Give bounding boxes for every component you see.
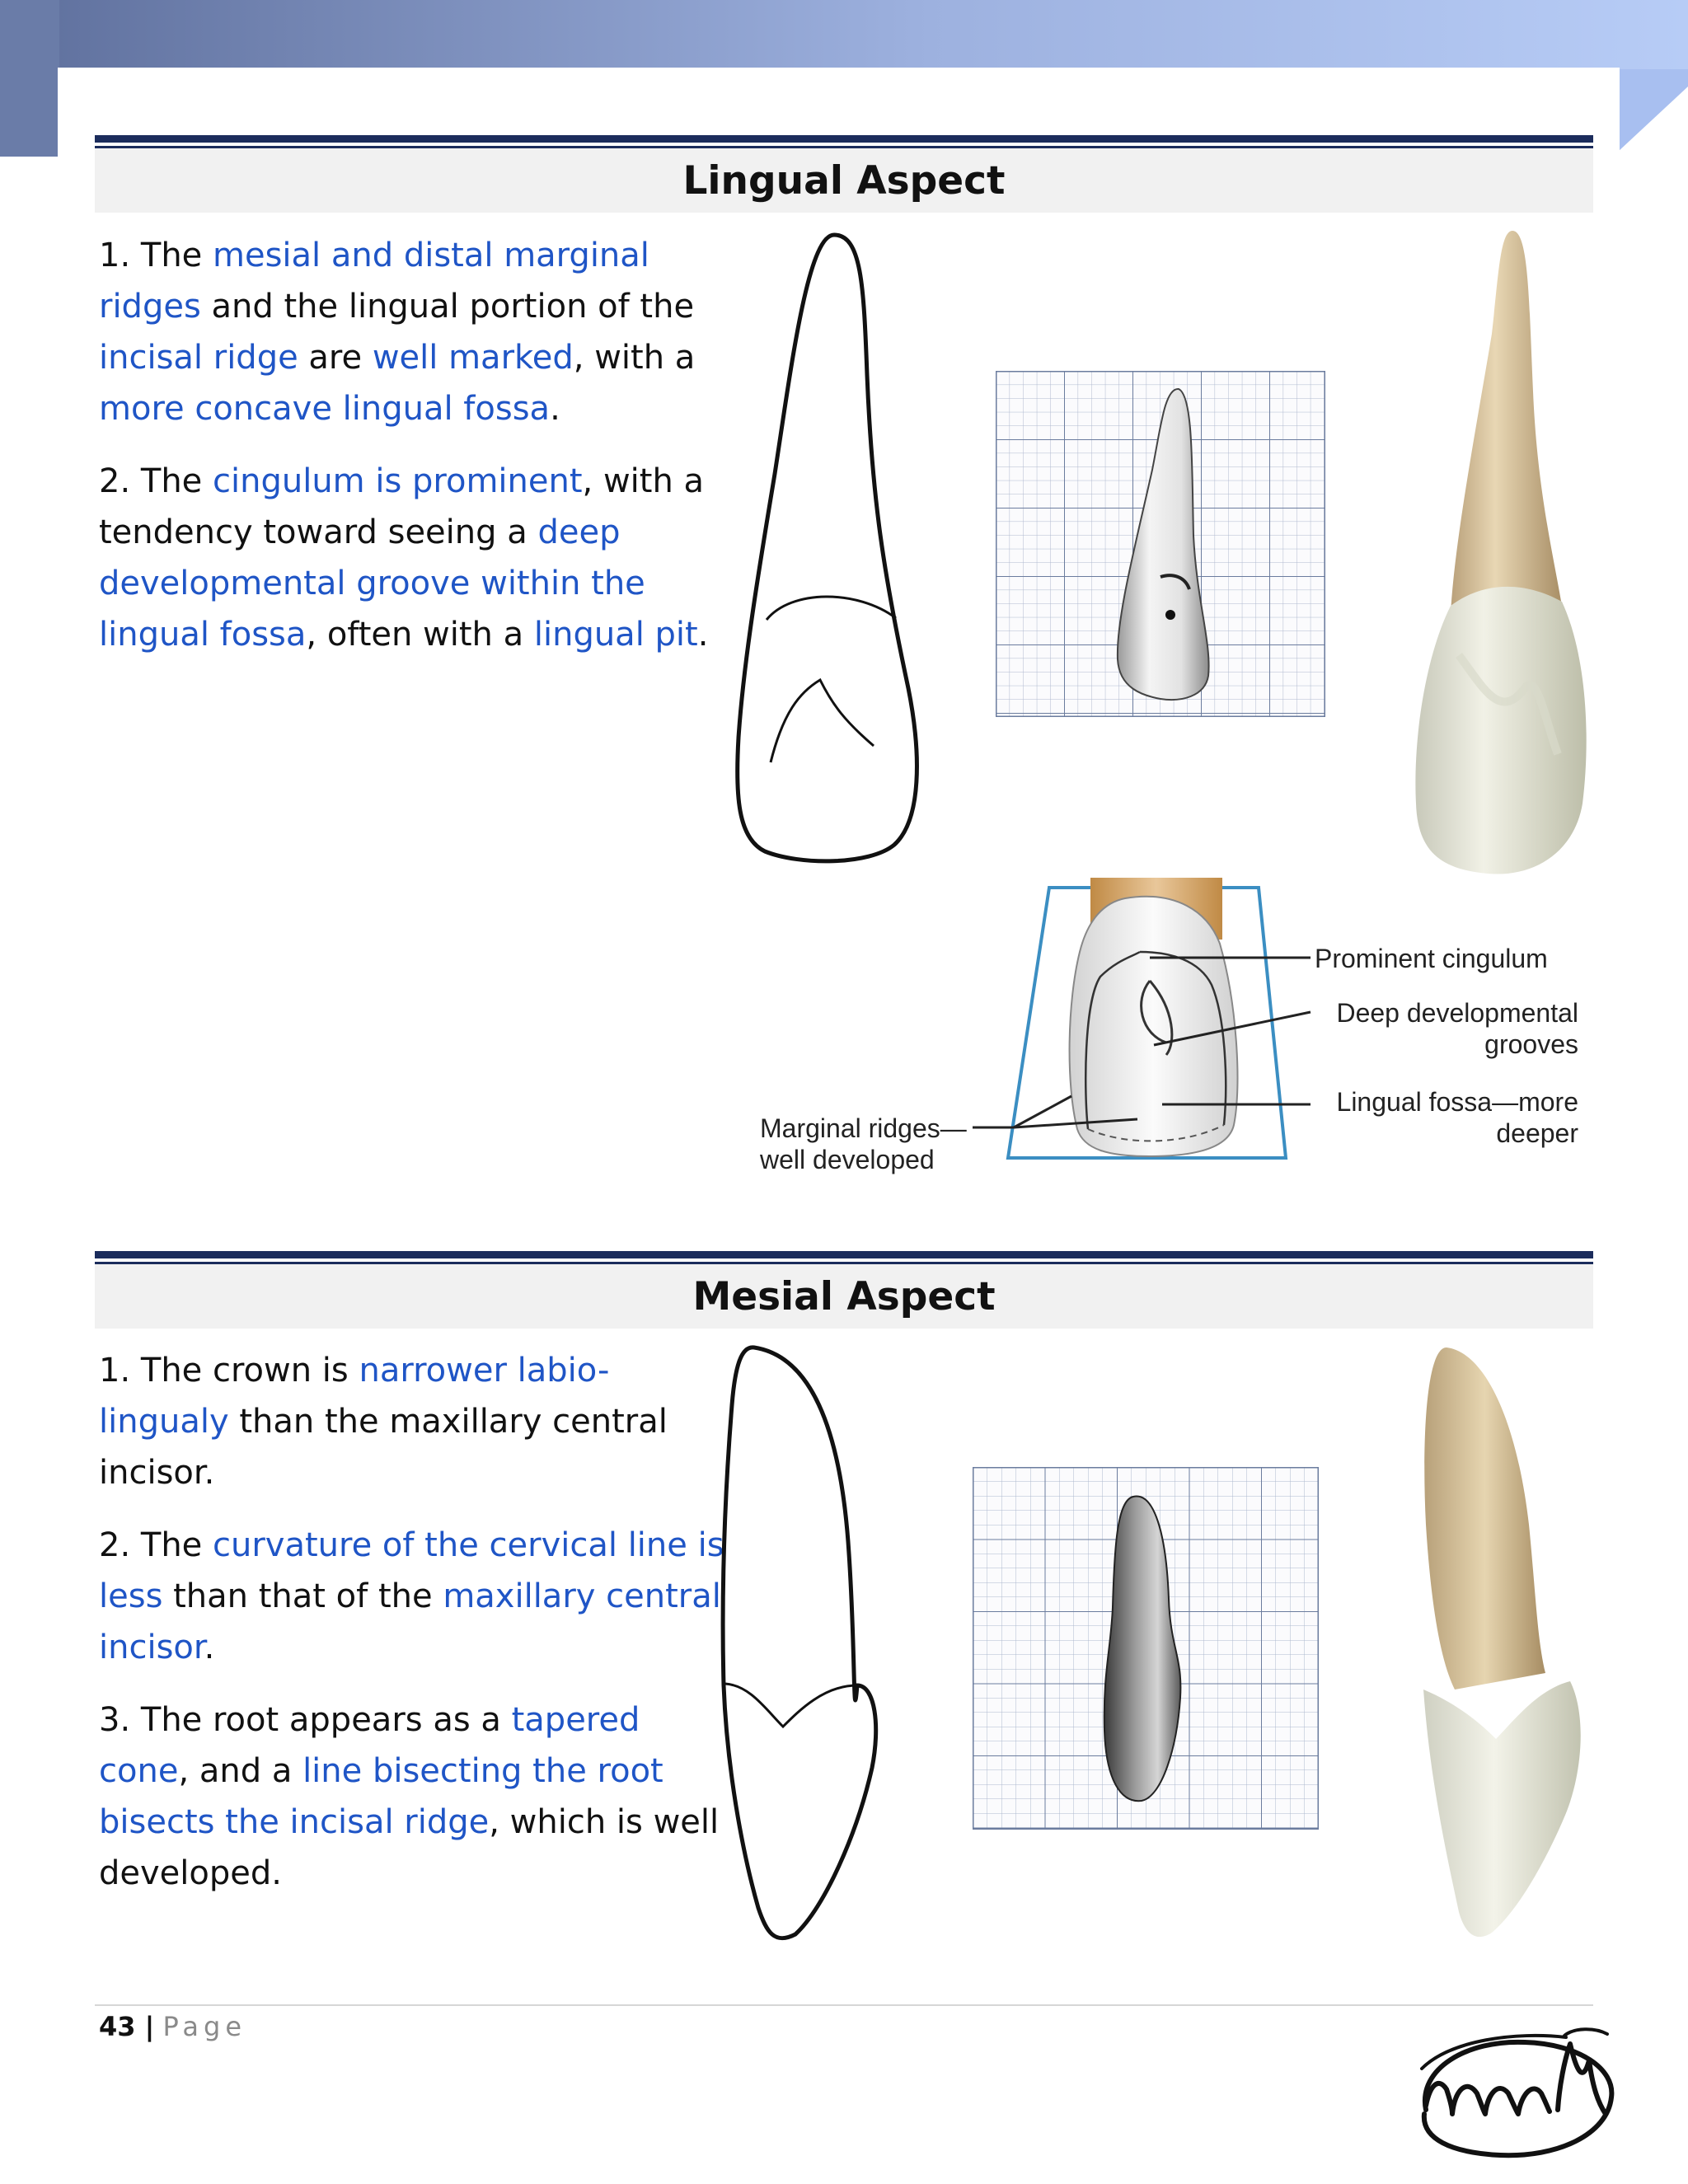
lingual-grid-photo [996,371,1325,717]
lingual-leader-lines [973,907,1319,1154]
page-footer [99,2011,246,2042]
mesial-aspect-heading: Mesial Aspect [95,1264,1593,1329]
signature-logo [1401,2011,1624,2163]
mesial-grid-photo [973,1467,1319,1830]
section-divider-lingual [95,135,1593,148]
mesial-point-3: 3. The root appears as a tapered cone, and a line bisecting the root bisects the incisal ridge, which is well developed. [99,1701,720,1892]
footer-divider [95,2004,1593,2006]
lingual-tooth-render [1401,227,1591,878]
label-marginal-ridges: Marginal ridges— well developed [760,1113,967,1174]
mesial-tooth-render [1414,1343,1591,1945]
lingual-aspect-heading: Lingual Aspect [95,148,1593,213]
label-lingual-fossa: Lingual fossa—more deeper [1336,1087,1578,1148]
page-number: 43 | [99,2011,155,2042]
mesial-point-1: 1. The crown is narrower labio-lingualy than the maxillary central incisor. [99,1352,668,1492]
lingual-point-1: 1. The mesial and distal marginal ridges and the lingual portion of the incisal ridge are well marked, with a more concave lingual fossa. [99,237,696,428]
section-divider-mesial [95,1251,1593,1264]
page-label: Page [162,2011,246,2042]
label-deep-grooves: Deep developmental grooves [1336,998,1578,1059]
lingual-text [99,230,725,682]
lingual-outline-drawing [725,227,927,869]
label-prominent-cingulum: Prominent cingulum [1315,944,1548,973]
lingual-point-2: 2. The cingulum is prominent, with a tendency toward seeing a deep developmental groove within the lingual fossa, often with a lingual pit. [99,462,709,654]
mesial-outline-drawing [717,1339,886,1945]
mesial-point-2: 2. The curvature of the cervical line is less than that of the maxillary central incisor. [99,1526,724,1666]
mesial-text [99,1345,725,1920]
